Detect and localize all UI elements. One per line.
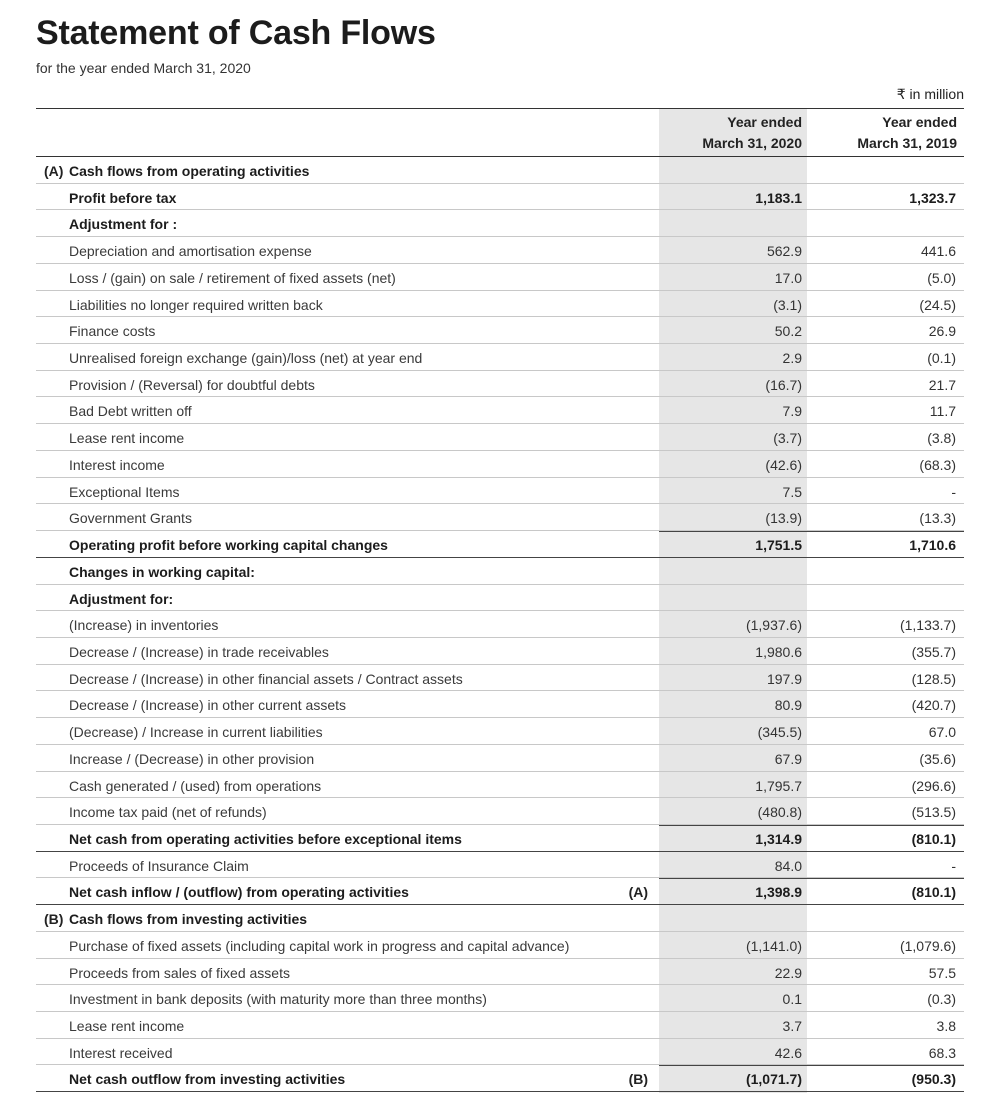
value-2020: 1,398.9 [755,884,802,901]
row-label: Cash flows from investing activities [69,911,308,928]
page-title: Statement of Cash Flows [36,14,436,52]
subtotal-marker: (A) [628,884,648,901]
row-label: Investment in bank deposits (with maturity more than three months) [69,991,487,1008]
table-row [0,531,994,558]
row-label: Interest income [69,456,165,473]
column-header-2020-line1: Year ended [727,114,802,130]
value-2019: (128.5) [911,670,956,687]
table-row [0,184,994,211]
value-2019: (513.5) [911,804,956,821]
row-label: Interest received [69,1044,173,1061]
value-2020: (1,937.6) [745,617,802,634]
value-2020: (1,141.0) [745,937,802,954]
page-subtitle: for the year ended March 31, 2020 [36,60,251,76]
value-2020: 50.2 [774,323,802,340]
row-label: Liabilities no longer required written back [69,296,323,313]
value-2019: - [951,857,956,874]
value-2020: 42.6 [774,1044,802,1061]
value-2019: (35.6) [919,750,956,767]
value-2019: (5.0) [927,269,956,286]
row-label: Decrease / (Increase) in other current assets [69,697,347,714]
value-2020: 3.7 [782,1018,802,1034]
table-row [0,317,994,344]
value-2020: (480.8) [757,804,802,821]
value-2020: (3.1) [773,296,802,313]
table-row [0,691,994,718]
row-label: Net cash from operating activities before exceptional items [69,830,462,847]
value-2019: (950.3) [911,1071,956,1088]
row-label: Decrease / (Increase) in trade receivables [69,643,329,660]
row-label: Lease rent income [69,430,185,447]
value-2019: (810.1) [911,884,956,901]
value-2020: 562.9 [766,243,802,260]
row-label: Operating profit before working capital changes [69,537,388,554]
row-label: (Increase) in inventories [69,617,219,634]
table-row [0,237,994,264]
value-2020: (1,071.7) [745,1071,802,1088]
value-2019: (24.5) [919,296,956,313]
column-header-2019 [812,112,957,154]
table-row [0,852,994,879]
value-2019: (1,133.7) [899,617,956,634]
column-header-2020 [659,112,802,154]
value-2020: (16.7) [765,376,802,393]
table-row [0,959,994,986]
row-label: Bad Debt written off [69,403,192,420]
value-2019: (355.7) [911,643,956,660]
value-2020: 1,751.5 [755,537,802,554]
table-row [0,504,994,531]
value-2019: 21.7 [928,376,956,393]
column-header-2019-line2: March 31, 2019 [857,135,957,151]
row-label: Adjustment for : [69,216,178,233]
table-row [0,718,994,745]
value-2020: 7.5 [782,483,802,500]
column-header-2020-line2: March 31, 2020 [702,135,802,151]
value-2019: (1,079.6) [899,937,956,954]
table-row [0,585,994,612]
row-label: Net cash inflow / (outflow) from operating activities [69,884,409,901]
table-row [0,264,994,291]
table-row [0,905,994,932]
table-row [0,772,994,799]
value-2020: (13.9) [765,510,802,527]
row-label: Proceeds from sales of fixed assets [69,964,290,981]
value-2020: 197.9 [766,670,802,687]
value-2019: 441.6 [920,243,956,260]
value-2019: (3.8) [927,430,956,447]
row-label: Government Grants [69,510,192,527]
row-label: Changes in working capital: [69,563,255,580]
value-2019: (0.1) [927,350,956,367]
table-row [0,638,994,665]
value-2020: (3.7) [773,430,802,447]
table-row [0,558,994,585]
row-label: Unrealised foreign exchange (gain)/loss (net) at year end [69,350,423,367]
value-2019: (68.3) [919,456,956,473]
value-2020: 2.9 [782,350,802,367]
row-label: Lease rent income [69,1018,185,1034]
table-row [0,611,994,638]
column-header-2019-line1: Year ended [882,114,957,130]
table-row [0,878,994,905]
cash-flow-table [0,157,994,1092]
value-2020: 1,795.7 [755,777,802,794]
row-label: Exceptional Items [69,483,180,500]
table-row [0,665,994,692]
row-label: Proceeds of Insurance Claim [69,857,249,874]
value-2020: 67.9 [774,750,802,767]
table-row [0,745,994,772]
value-2019: 26.9 [928,323,956,340]
table-row [0,1065,994,1092]
table-row [0,478,994,505]
value-2020: 17.0 [774,269,802,286]
row-label: Adjustment for: [69,590,174,607]
table-row [0,371,994,398]
table-row [0,932,994,959]
value-2019: 1,323.7 [909,189,956,206]
table-row [0,985,994,1012]
value-2019: - [951,483,956,500]
value-2019: 57.5 [928,964,956,981]
value-2019: (420.7) [911,697,956,714]
table-row [0,451,994,478]
value-2019: 68.3 [928,1044,956,1061]
table-top-rule [36,108,964,109]
table-row [0,1012,994,1039]
row-label: Income tax paid (net of refunds) [69,804,267,821]
value-2020: 1,183.1 [755,189,802,206]
value-2020: 1,314.9 [755,830,802,847]
row-label: Cash generated / (used) from operations [69,777,322,794]
value-2020: (42.6) [765,456,802,473]
row-label: Profit before tax [69,189,177,206]
value-2019: (296.6) [911,777,956,794]
value-2020: 80.9 [774,697,802,714]
value-2019: (13.3) [919,510,956,527]
table-row [0,424,994,451]
value-2020: 22.9 [774,964,802,981]
value-2019: (0.3) [927,991,956,1008]
table-row [0,344,994,371]
row-label: Cash flows from operating activities [69,163,310,179]
table-row [0,397,994,424]
value-2020: 0.1 [782,991,802,1008]
row-label: Purchase of fixed assets (including capital work in progress and capital advance) [69,937,570,954]
row-label: Provision / (Reversal) for doubtful debts [69,376,315,393]
section-letter: (B) [44,911,64,928]
value-2019: 11.7 [929,403,956,420]
row-label: Depreciation and amortisation expense [69,243,312,260]
value-2019: 3.8 [936,1018,956,1034]
row-label: Finance costs [69,323,156,340]
table-row [0,825,994,852]
table-row [0,291,994,318]
table-row [0,798,994,825]
value-2020: 7.9 [782,403,802,420]
value-2020: (345.5) [757,724,802,741]
row-label: Increase / (Decrease) in other provision [69,750,315,767]
value-2020: 84.0 [774,857,802,874]
row-label: (Decrease) / Increase in current liabilities [69,724,323,741]
value-2020: 1,980.6 [755,643,802,660]
table-row [0,157,994,184]
unit-label: ₹ in million [896,86,964,102]
table-row [0,210,994,237]
table-row [0,1039,994,1066]
row-label: Decrease / (Increase) in other financial assets / Contract assets [69,670,463,687]
section-letter: (A) [44,163,64,179]
subtotal-marker: (B) [628,1071,648,1088]
value-2019: (810.1) [911,830,956,847]
value-2019: 67.0 [928,724,956,741]
value-2019: 1,710.6 [909,537,956,554]
row-label: Net cash outflow from investing activities [69,1071,346,1088]
row-label: Loss / (gain) on sale / retirement of fixed assets (net) [69,269,396,286]
